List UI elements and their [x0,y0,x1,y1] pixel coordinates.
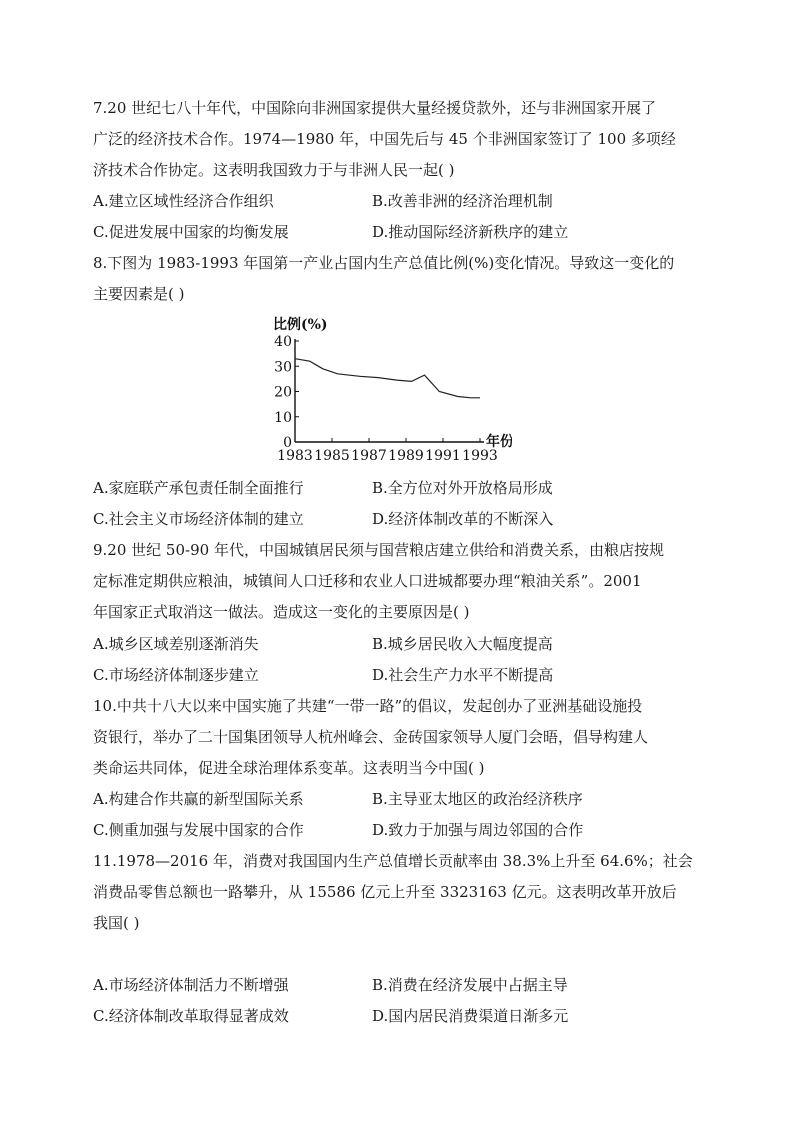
q8-stem-line-1: 8.下图为 1983-1993 年国第一产业占国内生产总值比例(%)变化情况。导致这一变化的 [93,254,675,272]
q10-option-d: D.致力于加强与周边邻国的合作 [372,821,584,839]
q9-stem-line-3: 年国家正式取消这一做法。造成这一变化的主要原因是( ) [93,603,470,621]
q7-stem-line-1: 7.20 世纪七八十年代，中国除向非洲国家提供大量经援贷款外，还与非洲国家开展了 [93,99,657,117]
q7-option-a: A.建立区域性经济合作组织 [93,192,274,210]
chart-svg [262,313,512,473]
q10-option-a: A.构建合作共赢的新型国际关系 [93,790,304,808]
q11-option-d: D.国内居民消费渠道日渐多元 [372,1007,569,1025]
q9-option-c: C.市场经济体制逐步建立 [93,666,259,684]
chart-y-tick-label: 30 [274,359,292,376]
q9-option-a: A.城乡区域差别逐渐消失 [93,635,259,653]
q9-stem-line-1: 9.20 世纪 50-90 年代，中国城镇居民须与国营粮店建立供给和消费关系，由粮店按规 [93,541,664,559]
q11-stem-line-2: 消费品零售总额也一路攀升，从 15586 亿元上升至 3323163 亿元。这表明改革开放后 [93,883,677,901]
chart-y-tick-label: 0 [283,435,292,451]
q7-option-d: D.推动国际经济新秩序的建立 [372,223,569,241]
chart-x-axis-label: 年份 [486,434,512,450]
chart-x-tick-label: 1987 [351,448,387,464]
chart-x-tick-label: 1993 [462,448,498,464]
q11-option-b: B.消费在经济发展中占据主导 [372,976,568,994]
q11-option-c: C.经济体制改革取得显著成效 [93,1007,289,1025]
q10-option-c: C.侧重加强与发展中国家的合作 [93,821,304,839]
q9-stem-line-2: 定标准定期供应粮油，城镇间人口迁移和农业人口进城都要办理“粮油关系”。2001 [93,572,642,590]
chart-y-tick-label: 40 [274,334,292,350]
q7-option-b: B.改善非洲的经济治理机制 [372,192,553,210]
chart-x-tick-label: 1985 [314,448,350,464]
q11-stem-line-1: 11.1978—2016 年，消费对我国国内生产总值增长贡献率由 38.3%上升至 64.6%；社会 [93,852,693,870]
q8-option-a: A.家庭联产承包责任制全面推行 [93,479,304,497]
chart-y-tick-label: 10 [274,409,292,426]
chart-x-tick-label: 1991 [425,448,461,464]
q11-stem-line-3: 我国( ) [93,914,140,932]
q8-line-chart [262,313,512,473]
q9-option-b: B.城乡居民收入大幅度提高 [372,635,553,653]
q7-stem-line-2: 广泛的经济技术合作。1974—1980 年，中国先后与 45 个非洲国家签订了 100 多项经 [93,130,676,148]
q10-option-b: B.主导亚太地区的政治经济秩序 [372,790,583,808]
q8-option-b: B.全方位对外开放格局形成 [372,479,553,497]
chart-y-axis-label: 比例(%) [273,317,328,333]
q10-stem-line-1: 10.中共十八大以来中国实施了共建“一带一路”的倡议，发起创办了亚洲基础设施投 [93,697,643,715]
q8-stem-line-2: 主要因素是( ) [93,285,185,303]
q9-option-d: D.社会生产力水平不断提高 [372,666,554,684]
q7-option-c: C.促进发展中国家的均衡发展 [93,223,289,241]
chart-series-line [295,359,480,398]
q10-stem-line-3: 类命运共同体，促进全球治理体系变革。这表明当今中国( ) [93,759,485,777]
q11-option-a: A.市场经济体制活力不断增强 [93,976,289,994]
chart-x-tick-label: 1989 [388,448,424,464]
chart-y-tick-label: 20 [274,384,292,401]
q8-option-c: C.社会主义市场经济体制的建立 [93,510,304,528]
q10-stem-line-2: 资银行，举办了二十国集团领导人杭州峰会、金砖国家领导人厦门会晤，倡导构建人 [93,728,649,746]
q7-stem-line-3: 济技术合作协定。这表明我国致力于与非洲人民一起( ) [93,161,455,179]
chart-x-tick-label: 1983 [277,448,313,464]
q8-option-d: D.经济体制改革的不断深入 [372,510,554,528]
